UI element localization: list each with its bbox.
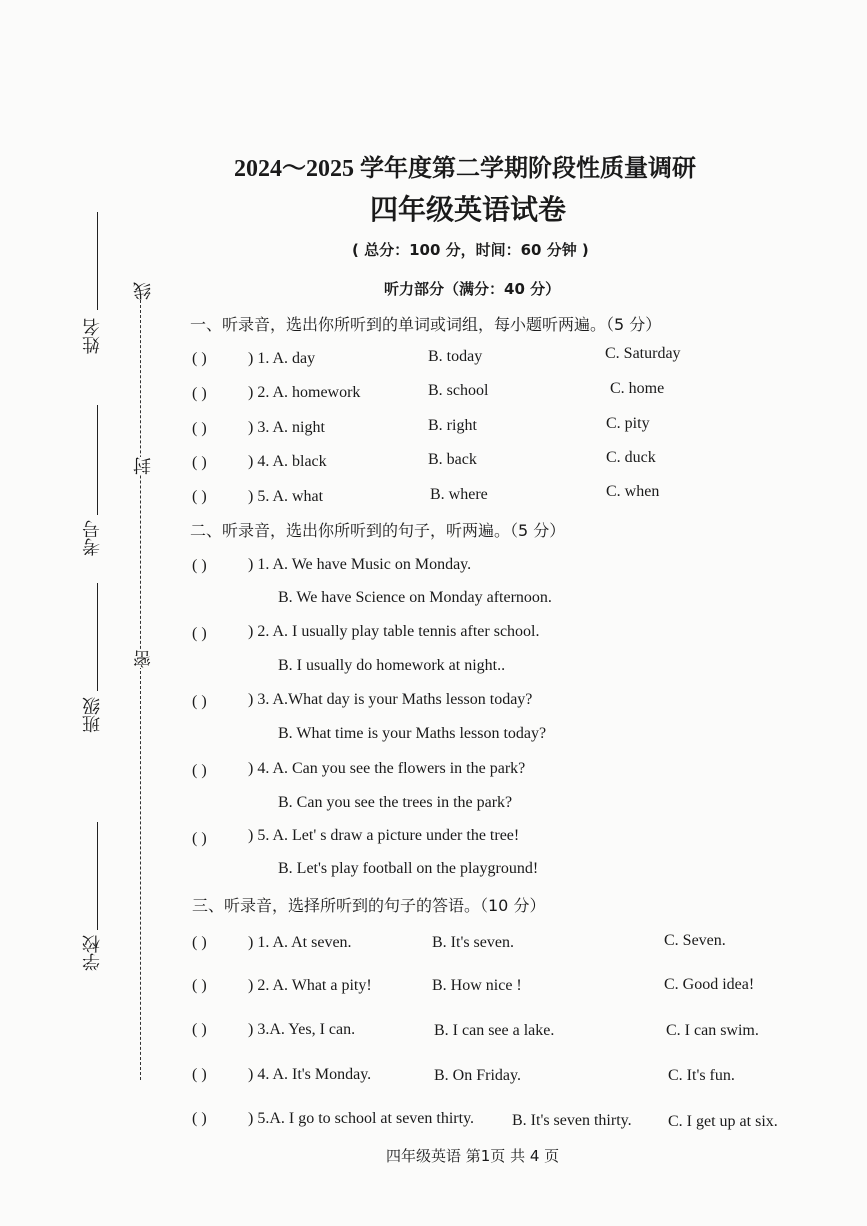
answer-blank[interactable]: ( ) [192,488,207,505]
response-option-a: ) 5.A. I go to school at seven thirty. [248,1110,475,1127]
response-option-c: C. It's fun. [668,1067,735,1084]
page-footer: 四年级英语 第1页 共 4 页 [386,1147,560,1165]
response-option-b: B. It's seven thirty. [512,1112,632,1129]
sentence-option-b: B. I usually do homework at night.. [278,657,506,674]
question-option-c: C. when [606,483,660,500]
class-blank-line [97,583,98,691]
response-option-a: ) 1. A. At seven. [248,934,352,951]
answer-blank[interactable]: ( ) [192,350,207,367]
school-label: 学校 [82,935,103,971]
exam-title: 2024～2025 学年度第二学期阶段性质量调研 [234,156,696,182]
sentence-option-b: B. What time is your Maths lesson today? [278,725,547,742]
seal-char-mi: 密 [131,650,157,668]
question-option-c: C. pity [606,415,650,432]
answer-blank[interactable]: ( ) [192,625,207,642]
question-option-b: B. today [428,348,483,365]
question-option-a: ) 5. A. what [248,488,324,505]
question-option-a: ) 1. A. day [248,350,316,367]
section-2-heading: 二、听录音，选出你所听到的句子，听两遍。（5 分） [190,521,566,540]
exam-number-blank-line [97,405,98,515]
response-option-c: C. I get up at six. [668,1113,778,1130]
question-option-c: C. home [610,380,665,397]
seal-char-line: 线 [131,282,157,300]
exam-meta: ( 总分：100 分，时间：60 分钟 ) [352,241,589,259]
sentence-option-a: ) 2. A. I usually play table tennis after school. [248,623,540,640]
school-blank-line [97,822,98,930]
question-option-a: ) 3. A. night [248,419,325,436]
answer-blank[interactable]: ( ) [192,1021,207,1038]
seal-dashed-line [140,300,141,1080]
response-option-a: ) 3.A. Yes, I can. [248,1021,356,1038]
class-label: 班级 [82,697,103,733]
answer-blank[interactable]: ( ) [192,830,207,847]
response-option-c: C. Good idea! [664,976,755,993]
name-blank-line [97,212,98,310]
sentence-option-a: ) 3. A.What day is your Maths lesson today? [248,691,533,708]
question-option-b: B. where [430,486,488,503]
sentence-option-a: ) 4. A. Can you see the flowers in the park? [248,760,526,777]
response-option-c: C. Seven. [664,932,726,949]
answer-blank[interactable]: ( ) [192,934,207,951]
answer-blank[interactable]: ( ) [192,1066,207,1083]
sentence-option-b: B. Let's play football on the playground! [278,860,539,877]
sentence-option-b: B. We have Science on Monday afternoon. [278,589,552,606]
sentence-option-a: ) 1. A. We have Music on Monday. [248,556,472,573]
name-label: 姓名 [82,318,103,354]
exam-number-label: 考号 [82,520,103,556]
response-option-b: B. On Friday. [434,1067,521,1084]
answer-blank[interactable]: ( ) [192,420,207,437]
answer-blank[interactable]: ( ) [192,454,207,471]
response-option-a: ) 2. A. What a pity! [248,977,372,994]
section-3-heading: 三、听录音，选择所听到的句子的答语。（10 分） [192,896,546,915]
answer-blank[interactable]: ( ) [192,693,207,710]
question-option-b: B. right [428,417,477,434]
seal-char-feng: 封 [131,457,157,475]
listening-part-heading: 听力部分（满分：40 分） [384,280,561,298]
exam-subtitle: 四年级英语试卷 [370,195,567,226]
sentence-option-b: B. Can you see the trees in the park? [278,794,513,811]
answer-blank[interactable]: ( ) [192,557,207,574]
question-option-a: ) 2. A. homework [248,384,361,401]
response-option-b: B. How nice ! [432,977,522,994]
answer-blank[interactable]: ( ) [192,1110,207,1127]
question-option-a: ) 4. A. black [248,453,327,470]
question-option-b: B. back [428,451,477,468]
answer-blank[interactable]: ( ) [192,385,207,402]
sentence-option-a: ) 5. A. Let' s draw a picture under the tree! [248,827,520,844]
answer-blank[interactable]: ( ) [192,762,207,779]
response-option-c: C. I can swim. [666,1022,759,1039]
section-1-heading: 一、听录音，选出你所听到的单词或词组，每小题听两遍。（5 分） [190,315,662,334]
response-option-a: ) 4. A. It's Monday. [248,1066,372,1083]
response-option-b: B. It's seven. [432,934,514,951]
question-option-b: B. school [428,382,489,399]
answer-blank[interactable]: ( ) [192,977,207,994]
question-option-c: C. Saturday [605,345,681,362]
question-option-c: C. duck [606,449,656,466]
response-option-b: B. I can see a lake. [434,1022,555,1039]
